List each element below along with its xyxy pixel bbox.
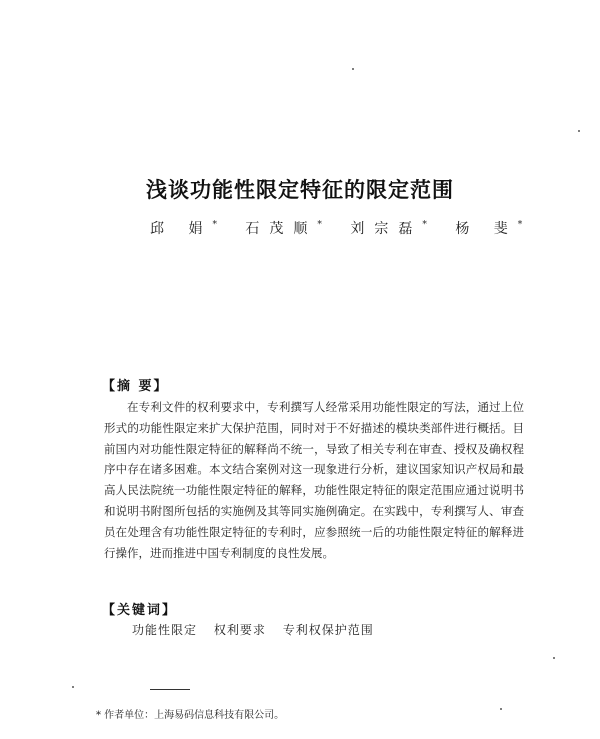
author-footnote-mark: * bbox=[317, 220, 322, 231]
scan-speck bbox=[553, 657, 555, 659]
author-name: 邱 娟 bbox=[150, 221, 213, 237]
keyword: 专利权保护范围 bbox=[282, 623, 374, 637]
author-footnote-mark: * bbox=[212, 220, 217, 231]
abstract-heading: 【摘 要】 bbox=[102, 379, 169, 394]
paper-title: 浅谈功能性限定特征的限定范围 bbox=[146, 178, 454, 202]
author-name: 石茂顺 bbox=[245, 221, 318, 237]
keywords-heading: 【关键词】 bbox=[102, 603, 178, 618]
author-footnote-mark: * bbox=[517, 220, 523, 231]
keyword: 权利要求 bbox=[213, 623, 266, 637]
scan-speck bbox=[72, 686, 74, 688]
footnote-divider bbox=[150, 689, 190, 690]
scan-speck bbox=[578, 130, 580, 132]
scan-speck bbox=[352, 68, 354, 70]
keyword: 功能性限定 bbox=[132, 623, 198, 637]
author-affiliation-footnote: * 作者单位：上海易码信息科技有限公司。 bbox=[96, 710, 285, 721]
author-name: 杨 斐 bbox=[455, 221, 518, 237]
keyword-list bbox=[132, 621, 386, 638]
abstract-text: 在专利文件的权利要求中，专利撰写人经常采用功能性限定的写法，通过上位形式的功能性限定来扩大保护范围，同时对于不好描述的模块类部件进行概括。目前国内对功能性限定特征的解释尚不统一，导致了相关专利在审查、授权及确权程序中存在诸多困难。本文结合案例对这一现象进行分析，建议国家知识产权局和最高人民法院统一功能性限定特征的解释，功能性限定特征的限定范围应通过说明书和说明书附图所包括的实施例及其等同实施例确定。在实践中，专利撰写人、审查员在处理含有功能性限定特征的专利时，应参照统一后的功能性限定特征的解释进行操作，进而推进中国专利制度的良性发展。 bbox=[104, 400, 524, 560]
author-footnote-mark: * bbox=[422, 220, 427, 231]
author-list bbox=[150, 218, 536, 238]
scan-speck bbox=[500, 708, 502, 710]
author-name: 刘宗磊 bbox=[350, 221, 423, 237]
